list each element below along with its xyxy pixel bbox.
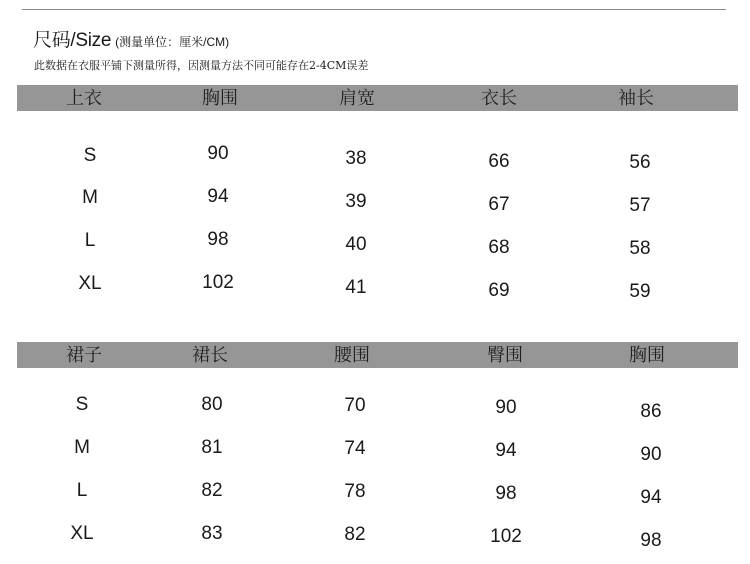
top-divider	[22, 9, 726, 10]
table-cell: L	[84, 230, 96, 251]
table-cell: L	[76, 480, 88, 501]
table-cell: 82	[201, 480, 223, 501]
table-cell: 66	[488, 151, 510, 172]
skirts-header-length: 裙长	[192, 345, 228, 365]
table-cell: M	[74, 437, 90, 458]
skirts-header-category: 裙子	[66, 345, 102, 365]
skirts-header-row	[17, 342, 738, 368]
skirts-header-chest: 胸围	[629, 345, 665, 365]
table-cell: 39	[345, 191, 367, 212]
tops-header-length: 衣长	[481, 88, 517, 108]
tops-header-row	[17, 85, 738, 111]
table-cell: 98	[495, 483, 517, 504]
tops-header-category: 上衣	[66, 88, 102, 108]
table-cell: 90	[640, 444, 662, 465]
tops-header-sleeve: 袖长	[618, 88, 654, 108]
table-cell: 58	[629, 238, 651, 259]
table-cell: XL	[78, 273, 102, 294]
table-cell: 80	[201, 394, 223, 415]
unit-note: (测量单位：厘米/CM)	[115, 35, 230, 49]
table-cell: 94	[207, 186, 229, 207]
table-cell: 82	[344, 524, 366, 545]
table-cell: 98	[207, 229, 229, 250]
table-cell: M	[82, 187, 98, 208]
table-cell: S	[83, 145, 97, 166]
table-cell: 90	[207, 143, 229, 164]
table-cell: 83	[201, 523, 223, 544]
table-cell: XL	[70, 523, 94, 544]
table-cell: 94	[495, 440, 517, 461]
table-cell: 69	[488, 280, 510, 301]
table-cell: 59	[629, 281, 651, 302]
table-cell: 74	[344, 438, 366, 459]
table-cell: 102	[490, 526, 522, 547]
table-cell: 90	[495, 397, 517, 418]
table-cell: 70	[344, 395, 366, 416]
table-cell: 41	[345, 277, 367, 298]
table-cell: S	[75, 394, 89, 415]
table-cell: 81	[201, 437, 223, 458]
table-cell: 56	[629, 152, 651, 173]
table-cell: 57	[629, 195, 651, 216]
table-cell: 67	[488, 194, 510, 215]
table-cell: 94	[640, 487, 662, 508]
table-cell: 98	[640, 530, 662, 551]
tops-header-shoulder: 肩宽	[339, 88, 375, 108]
skirts-header-hip: 臀围	[487, 345, 523, 365]
table-cell: 78	[344, 481, 366, 502]
skirts-header-waist: 腰围	[334, 345, 370, 365]
tops-header-chest: 胸围	[202, 88, 238, 108]
measurement-disclaimer: 此数据在衣服平铺下测量所得，因测量方法不同可能存在2-4CM误差	[34, 59, 369, 72]
table-cell: 102	[202, 272, 234, 293]
table-cell: 86	[640, 401, 662, 422]
table-cell: 40	[345, 234, 367, 255]
size-title	[33, 25, 229, 52]
table-cell: 38	[345, 148, 367, 169]
table-cell: 68	[488, 237, 510, 258]
title-text: 尺码/Size	[33, 30, 112, 51]
